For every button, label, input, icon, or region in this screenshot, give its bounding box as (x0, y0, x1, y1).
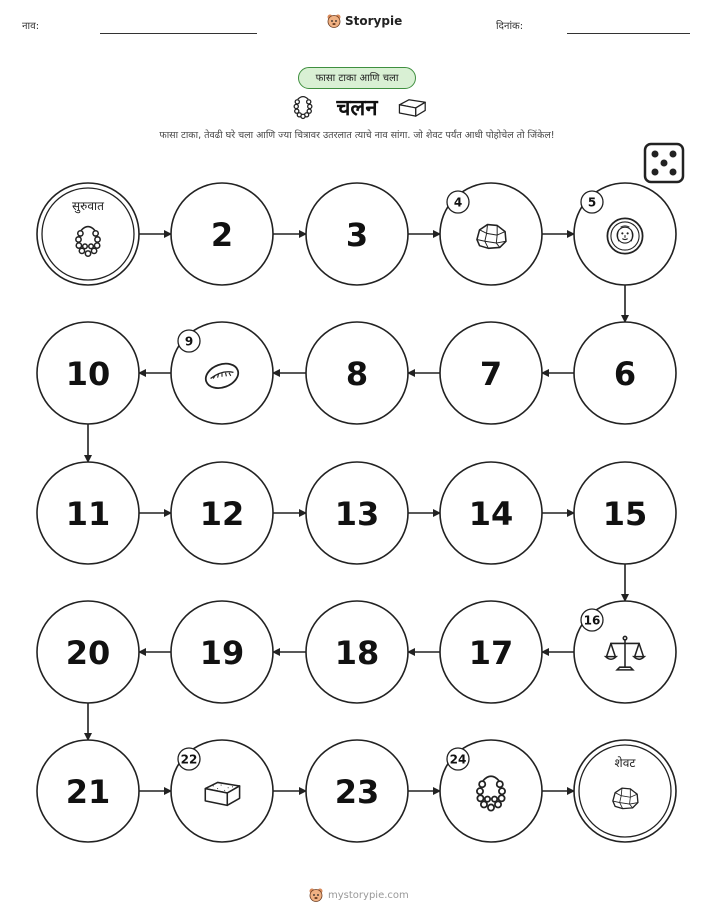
name-label: नाव: (22, 21, 40, 32)
cell-number: 19 (199, 634, 245, 672)
board-cell-13 (306, 462, 408, 564)
board-cell-19 (171, 601, 273, 703)
cell-number: 15 (602, 495, 648, 533)
board-cell-20 (37, 601, 139, 703)
board-cell-8 (306, 322, 408, 424)
cell-number: 8 (345, 355, 369, 393)
cell-number: 23 (334, 773, 380, 811)
board-cell-7 (440, 322, 542, 424)
cell-number: 5 (587, 195, 597, 210)
board-cell-22 (171, 740, 273, 842)
board-cell-17 (440, 601, 542, 703)
board-cell-14 (440, 462, 542, 564)
gold-nugget-icon (477, 225, 506, 249)
lion-coin-icon (607, 218, 642, 253)
cell-number: 3 (345, 216, 369, 254)
cell-number: 14 (468, 495, 514, 533)
board-cell-18 (306, 601, 408, 703)
board-cell-6 (574, 322, 676, 424)
gold-nugget-icon (613, 788, 638, 809)
board-cell-21 (37, 740, 139, 842)
cell-number: 17 (468, 634, 514, 672)
cell-number: 16 (583, 613, 601, 628)
board-cell-11 (37, 462, 139, 564)
board-cell-24 (440, 740, 542, 842)
board-cell-10 (37, 322, 139, 424)
cell-number: 10 (65, 355, 111, 393)
board-cell-23 (306, 740, 408, 842)
board-cell-3 (306, 183, 408, 285)
board-cell-5 (574, 183, 676, 285)
board-cell-16 (574, 601, 676, 703)
board-cell-2 (171, 183, 273, 285)
board-cell-25 (574, 740, 676, 842)
cell-number: 18 (334, 634, 380, 672)
cell-number: 22 (180, 752, 198, 767)
storypie-mascot-icon (308, 887, 324, 903)
footer (308, 887, 409, 903)
cell-number: 12 (199, 495, 245, 533)
cell-number: 11 (65, 495, 111, 533)
date-label: दिनांक: (496, 21, 524, 32)
cell-number: 2 (210, 216, 234, 254)
cell-number: 9 (184, 334, 194, 349)
cell-number: 7 (479, 355, 503, 393)
cell-number: 24 (449, 752, 467, 767)
board-cell-9 (171, 322, 273, 424)
cell-number: 20 (65, 634, 111, 672)
board-cell-1 (37, 183, 139, 285)
instructions: फासा टाका, तेवढी घरे चला आणि ज्या चित्रावर उतरलात त्याचे नाव सांगा. जो शेवट पर्यंत आधी पोहोचेल तो जिंकेल! (159, 130, 555, 141)
cell-number: 21 (65, 773, 111, 811)
cell-number: 4 (453, 195, 463, 210)
cell-number: 6 (613, 355, 637, 393)
start-label: सुरुवात (72, 199, 104, 213)
board-cell-12 (171, 462, 273, 564)
board-cell-15 (574, 462, 676, 564)
cell-number: 13 (334, 495, 380, 533)
end-label: शेवट (614, 756, 636, 770)
game-badge: फासा टाका आणि चला (298, 67, 416, 89)
salt-block-icon (205, 782, 239, 805)
board-cell-4 (440, 183, 542, 285)
footer-url: mystorypie.com (328, 889, 409, 901)
brand-name: Storypie (345, 14, 403, 28)
page-title: चलन (336, 96, 378, 121)
